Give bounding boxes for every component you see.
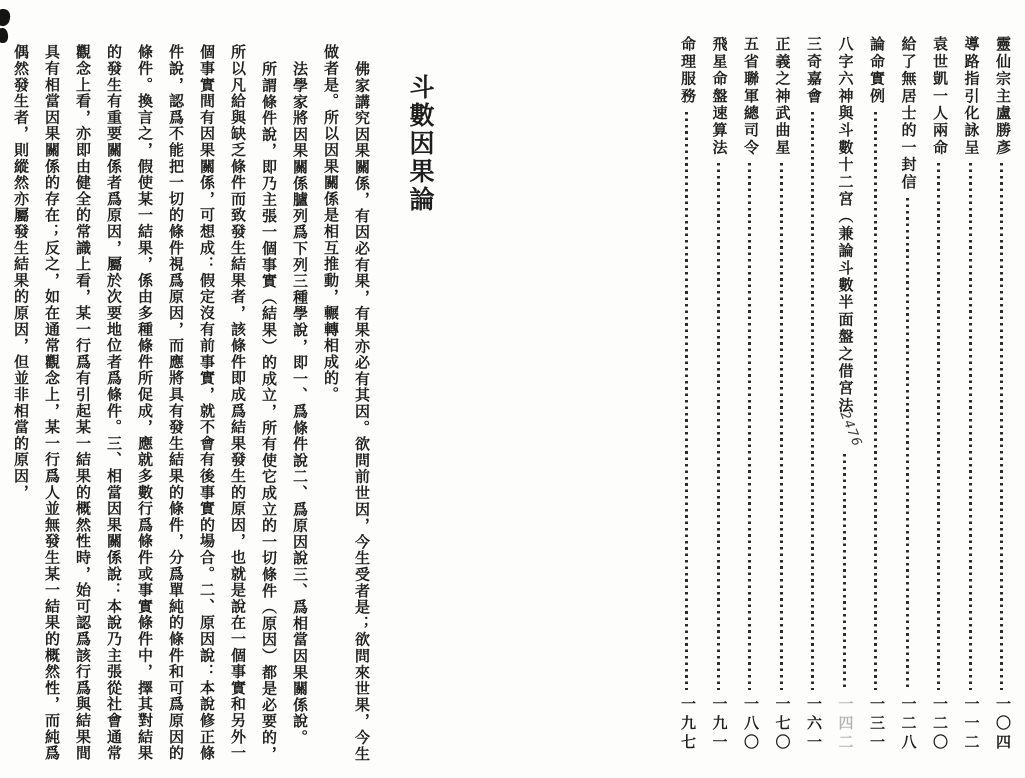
toc-page (677, 36, 1011, 762)
essay-title: 斗數因果論 (406, 74, 433, 214)
toc-entry-title: 給了無居士的一封信 (899, 36, 916, 191)
toc-page-number: 一六一 (805, 696, 821, 753)
toc-entry-title: 導路指引化詠呈 (962, 36, 979, 157)
toc-entry-title: 正義之神武曲星 (773, 36, 790, 157)
toc-page-number: 一九七 (679, 696, 695, 753)
essay-paragraph: 佛家講究因果關係，有因必有果，有果亦必有其因。欲問前世因，今生受者是；欲問來世果，今生做者是。所以因果關係是相互推動，輾轉相成的。 (322, 44, 369, 762)
toc-page-number: 一〇四 (994, 696, 1010, 753)
toc-dotted-leader (843, 454, 846, 690)
essay-paragraph: 法學家將因果關係臚列爲下列三種學說，即一、爲條件說二、爲原因說三、爲相當因果關係說。 (291, 61, 307, 746)
toc-dotted-leader (906, 198, 909, 690)
toc-entry-title: 論命實例 (868, 36, 884, 105)
toc-dotted-leader (748, 163, 751, 690)
toc-dotted-leader (874, 112, 877, 690)
toc-entry (866, 36, 885, 762)
toc-page-number: 一三一 (868, 696, 884, 753)
essay-page (12, 44, 464, 766)
toc-dotted-leader (811, 112, 814, 690)
toc-page-number: 一七〇 (773, 696, 790, 753)
toc-entry (709, 36, 728, 762)
toc-entry (898, 36, 917, 762)
toc-page-number: 一一二 (962, 696, 979, 753)
toc-page-number: 一二八 (899, 696, 916, 753)
toc-entry (835, 36, 865, 762)
toc-entry (961, 36, 980, 762)
toc-dotted-leader (685, 112, 688, 690)
toc-entry-title: 三奇嘉會 (805, 36, 821, 105)
toc-entry (677, 36, 696, 762)
essay-paragraph: 所謂條件說，即乃主張一個事實（結果）的成立，所有使它成立的一切條件（原因）都是必要的，所以凡給與缺乏條件而致發生結果者，該條件即成爲結果發生的原因，也就是說在一個事實和另外一個事實間有因果關係，可想成：假定沒有前事實，就不會有後事實的場合。二、原因說：本說修正條件說，認爲不能把一切的條件視爲原因，而應將具有發生結果的條件，分爲單純的條件和可爲原因的條件。換言之，假使某一結果，係由多種條件所促成，應就多數行爲條件或事實條件中，擇其對結果的發生有重要關係者爲原因，屬於次要地位者爲條件。三、相當因果關係說：本說乃主張從社會通常觀念上看，亦即由健全的常識上看，某一行爲有引起某一結果的概然性時，始可認爲該行爲與結果間具有相當因果關係的存在；反之，如在通常觀念上，某一行爲人並無發生某一結果的概然性，而純爲偶然發生者，則縱然亦屬發生結果的原因，但並非相當的原因， (12, 44, 276, 762)
toc-entry-title: 八字六神與斗數十二宮（兼論斗數半面盤之借宮法 (836, 36, 853, 415)
toc-entry (772, 36, 791, 762)
toc-entry-title: 靈仙宗主盧勝彥 (994, 36, 1010, 157)
handwritten-note: 2476 (837, 409, 865, 450)
toc-page-number: 一九一 (710, 696, 727, 753)
toc-dotted-leader (780, 163, 783, 690)
toc-entry (992, 36, 1011, 762)
toc-entry (740, 36, 759, 762)
toc-entry (803, 36, 822, 762)
toc-entry-title: 命理服務 (679, 36, 695, 105)
toc-page-number: 一四二 (836, 696, 853, 753)
ink-smudge (0, 27, 9, 43)
toc-dotted-leader (717, 163, 720, 690)
toc-entry (929, 36, 948, 762)
toc-dotted-leader (937, 163, 940, 690)
toc-entry-title: 五省聯軍總司令 (742, 36, 758, 157)
toc-dotted-leader (1000, 163, 1003, 690)
toc-entry-title: 飛星命盤速算法 (710, 36, 727, 157)
ink-smudge (0, 8, 11, 27)
toc-page-number: 一二〇 (931, 696, 947, 753)
toc-dotted-leader (969, 163, 972, 690)
toc-page-number: 一八〇 (742, 696, 758, 753)
toc-entry-title: 袁世凱一人兩命 (931, 36, 947, 157)
